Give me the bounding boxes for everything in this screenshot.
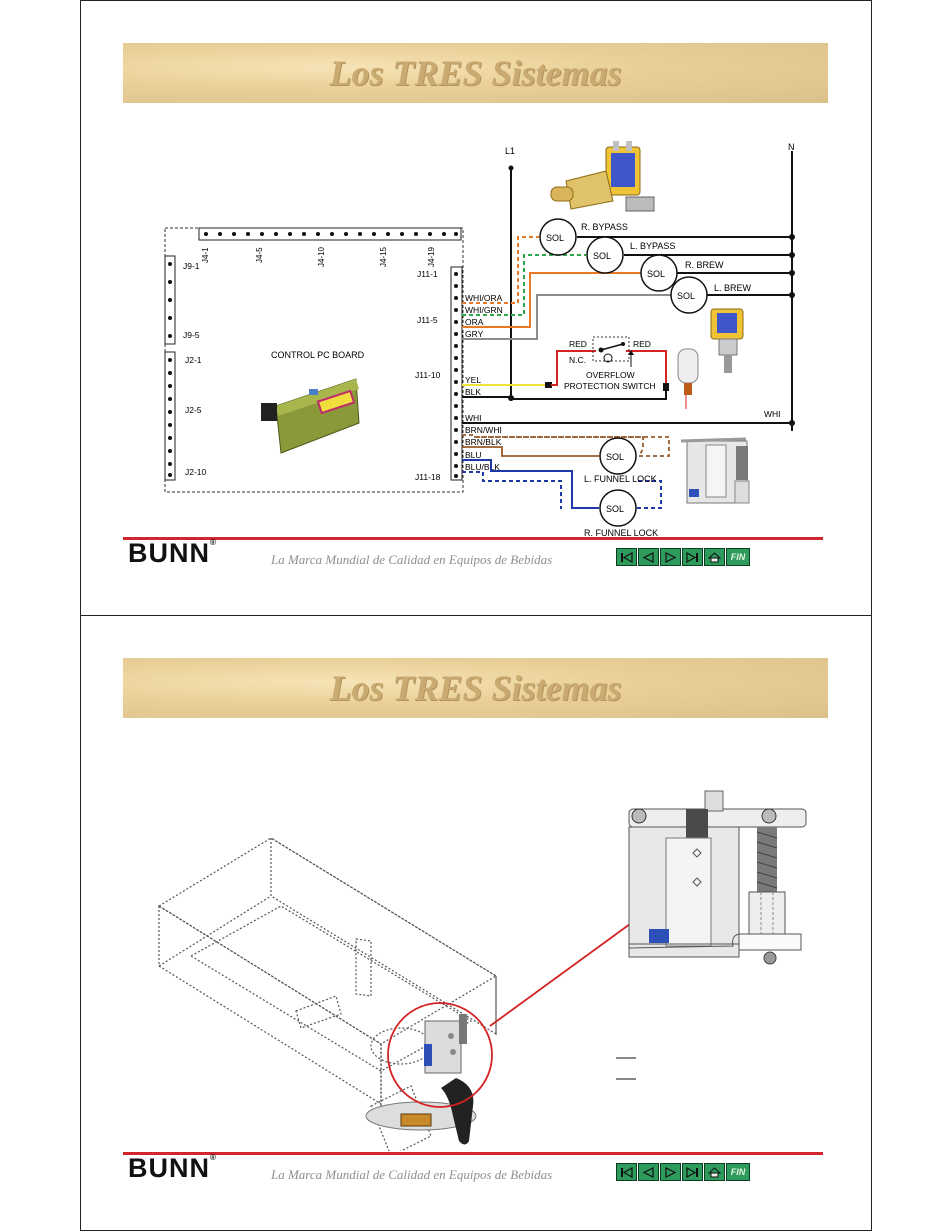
- neutral-label: N: [788, 142, 795, 152]
- home-icon: [708, 552, 721, 563]
- l-funnel-lock-label: L. FUNNEL LOCK: [584, 474, 657, 484]
- fin-button[interactable]: FIN: [726, 548, 750, 566]
- last-icon: [686, 552, 699, 563]
- tagline: La Marca Mundial de Calidad en Equipos de Bebidas: [271, 552, 553, 567]
- wire-label-blk: BLK: [465, 387, 482, 397]
- last-slide-button[interactable]: [682, 1163, 703, 1181]
- switch-red-left-label: RED: [569, 339, 587, 349]
- j4-label-1: J4-1: [201, 247, 210, 263]
- wire-label-blu: BLU: [465, 450, 482, 460]
- last-slide-button[interactable]: [682, 548, 703, 566]
- switch-nc-label: N.C.: [569, 355, 586, 365]
- wire-label-yel: YEL: [465, 375, 482, 385]
- slide-title: Los TRES Sistemas: [329, 53, 622, 93]
- prev-icon: [642, 1167, 655, 1178]
- funnel-handle: [366, 1078, 476, 1145]
- wire-label-brn-whi: BRN/WHI: [465, 425, 502, 435]
- bypass-valve-graphic: [551, 141, 654, 211]
- j11-label-5: J11-5: [417, 315, 438, 325]
- r-bypass-label: R. BYPASS: [581, 222, 628, 232]
- wire-label-whi-grn: WHI/GRN: [465, 305, 503, 315]
- solenoid-l-funnel-lock: [584, 438, 657, 484]
- j4-label-10: J4-10: [317, 246, 326, 267]
- slide-wiring-schematic: [80, 0, 872, 616]
- wire-label-ora: ORA: [465, 317, 484, 327]
- bunn-logo: BUNN®: [128, 1153, 217, 1183]
- first-slide-button[interactable]: [616, 548, 637, 566]
- slide-nav: [616, 1163, 750, 1181]
- switch-name-line2: PROTECTION SWITCH: [564, 381, 656, 391]
- overflow-float-graphic: [678, 349, 698, 409]
- prev-slide-button[interactable]: [638, 1163, 659, 1181]
- slide-nav: [616, 548, 750, 566]
- slide-funnel-lock: [80, 615, 872, 1231]
- last-icon: [686, 1167, 699, 1178]
- fin-button[interactable]: FIN: [726, 1163, 750, 1181]
- funnel-lock-graphic: [681, 439, 749, 503]
- wire-label-whi: WHI: [465, 413, 482, 423]
- r-brew-label: R. BREW: [685, 260, 724, 270]
- j11-label-18: J11-18: [415, 472, 441, 482]
- funnel-lock-illustration: [81, 616, 871, 1151]
- j11-label-10: J11-10: [415, 370, 441, 380]
- l-brew-label: L. BREW: [714, 283, 752, 293]
- sol-label-l-bypass: SOL: [593, 251, 612, 261]
- home-button[interactable]: [704, 548, 725, 566]
- first-icon: [620, 552, 633, 563]
- sol-label-r-funnel: SOL: [606, 504, 625, 514]
- first-slide-button[interactable]: [616, 1163, 637, 1181]
- neutral-whi-label: WHI: [764, 409, 781, 419]
- home-button[interactable]: [704, 1163, 725, 1181]
- j9-label-5: J9-5: [183, 330, 200, 340]
- wire-label-brn-blk: BRN/BLK: [465, 437, 502, 447]
- prev-icon: [642, 552, 655, 563]
- next-slide-button[interactable]: [660, 1163, 681, 1181]
- j2-label-5: J2-5: [185, 405, 202, 415]
- home-icon: [708, 1167, 721, 1178]
- footer-rule: [123, 537, 823, 540]
- solenoid-r-funnel-lock: [584, 490, 658, 536]
- board-label: CONTROL PC BOARD: [271, 350, 365, 360]
- r-funnel-lock-label: R. FUNNEL LOCK: [584, 528, 659, 536]
- j2-label-10: J2-10: [185, 467, 207, 477]
- j9-label-1: J9-1: [183, 261, 200, 271]
- prev-slide-button[interactable]: [638, 548, 659, 566]
- switch-name-line1: OVERFLOW: [586, 370, 635, 380]
- tagline: La Marca Mundial de Calidad en Equipos de Bebidas: [271, 1167, 553, 1182]
- wire-blk: [462, 391, 666, 399]
- j4-label-15: J4-15: [379, 246, 388, 267]
- j2-label-1: J2-1: [185, 355, 202, 365]
- wiring-schematic: [81, 1, 871, 536]
- wire-label-blu-blk: BLU/BLK: [465, 462, 500, 472]
- l1-label: L1: [505, 146, 516, 156]
- next-icon: [664, 1167, 677, 1178]
- control-board-graphic: [261, 379, 359, 453]
- switch-red-right-label: RED: [633, 339, 651, 349]
- j11-label-1: J11-1: [417, 269, 438, 279]
- wire-label-gry: GRY: [465, 329, 484, 339]
- sol-label-r-bypass: SOL: [546, 233, 565, 243]
- footer-rule: [123, 1152, 823, 1155]
- wire-brn-blk: [462, 447, 599, 456]
- next-icon: [664, 552, 677, 563]
- funnel-lock-detail-large: [629, 791, 806, 964]
- brew-valve-graphic: [711, 309, 743, 373]
- sol-label-l-funnel: SOL: [606, 452, 625, 462]
- j4-label-19: J4-19: [427, 246, 436, 267]
- bunn-logo: BUNN®: [128, 538, 217, 568]
- sol-label-r-brew: SOL: [647, 269, 666, 279]
- slide-title: Los TRES Sistemas: [329, 668, 622, 708]
- sol-label-l-brew: SOL: [677, 291, 696, 301]
- wire-label-whi-ora: WHI/ORA: [465, 293, 503, 303]
- wire-blu-blk: [462, 472, 561, 509]
- control-board-outline: [165, 228, 463, 492]
- first-icon: [620, 1167, 633, 1178]
- funnel-lock-detail-small: [424, 1014, 467, 1073]
- j4-label-5: J4-5: [255, 247, 264, 263]
- l-bypass-label: L. BYPASS: [630, 241, 676, 251]
- callout-arrow: [490, 916, 641, 1026]
- overflow-switch-box: [593, 337, 629, 361]
- next-slide-button[interactable]: [660, 548, 681, 566]
